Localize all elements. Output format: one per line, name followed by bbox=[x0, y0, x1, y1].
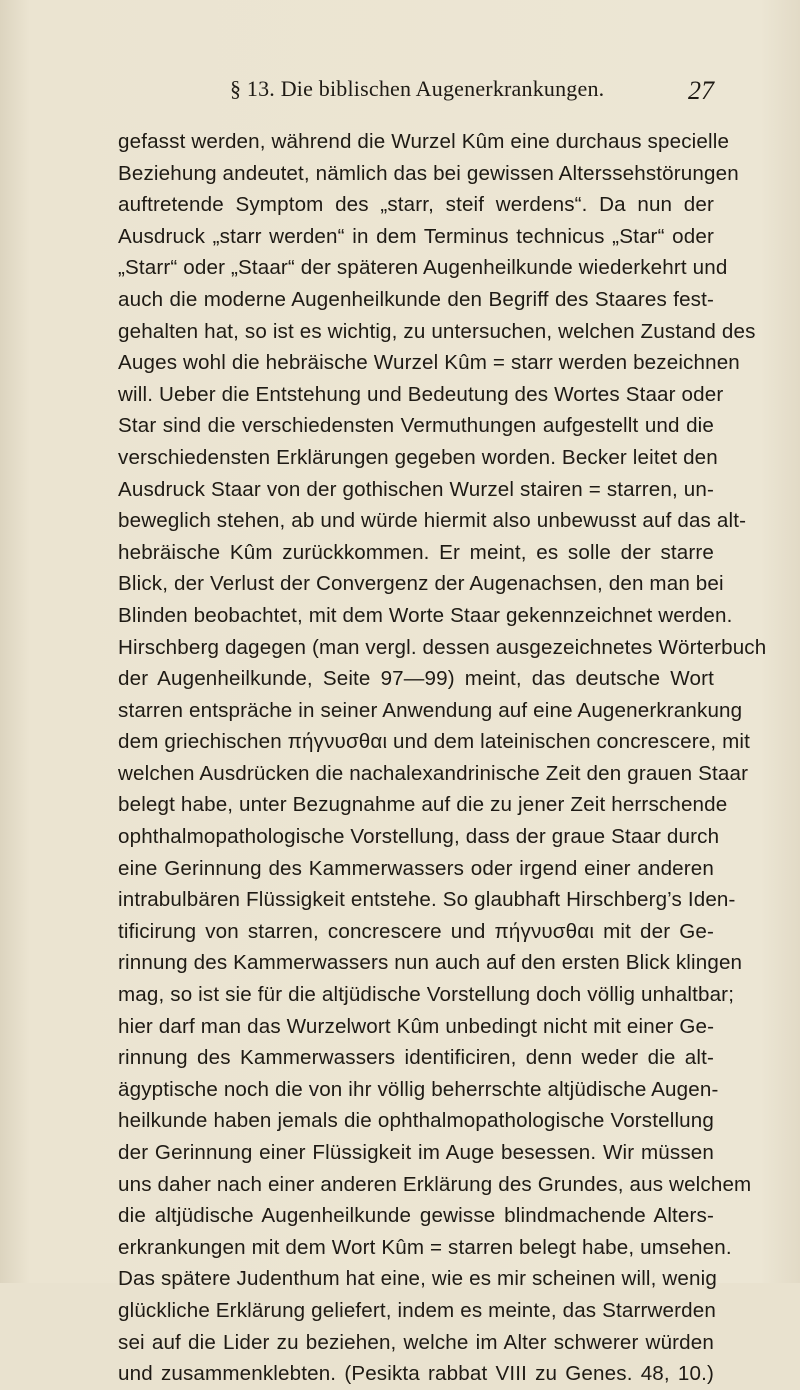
text-line: uns daher nach einer anderen Erklärung des Grundes, aus welchem bbox=[118, 1172, 752, 1196]
text-line: verschiedensten Erklärungen gegeben worden. Becker leitet den bbox=[118, 445, 718, 469]
text-line: mag, so ist sie für die altjüdische Vorstellung doch völlig unhaltbar; bbox=[118, 983, 735, 1007]
text-line: Blick, der Verlust der Convergenz der Augenachsen, den man bei bbox=[118, 572, 724, 596]
text-line: will. Ueber die Entstehung und Bedeutung des Wortes Staar oder bbox=[118, 382, 724, 406]
body-text bbox=[118, 126, 767, 1390]
text-line: heilkunde haben jemals die ophthalmopathologische Vorstellung bbox=[118, 1109, 714, 1133]
text-line: der Gerinnung einer Flüssigkeit im Auge besessen. Wir müssen bbox=[118, 1141, 714, 1164]
text-line: Das spätere Judenthum hat eine, wie es mir scheinen will, wenig bbox=[118, 1267, 717, 1291]
text-line: und zusammenklebten. (Pesikta rabbat VIII zu Genes. 48, 10.) bbox=[118, 1362, 714, 1386]
text-line: hier darf man das Wurzelwort Kûm unbedingt nicht mit einer Ge- bbox=[118, 1014, 715, 1038]
text-line: auftretende Symptom des „starr, steif werdens“. Da nun der bbox=[118, 193, 714, 217]
text-line: der Augenheilkunde, Seite 97—99) meint, das deutsche Wort bbox=[118, 667, 714, 691]
text-line: Blinden beobachtet, mit dem Worte Staar gekennzeichnet werden. bbox=[118, 603, 733, 627]
text-line: glückliche Erklärung geliefert, indem es meinte, das Starrwerden bbox=[118, 1298, 716, 1322]
page-number: 27 bbox=[688, 76, 714, 105]
text-line: erkrankungen mit dem Wort Kûm = starren belegt habe, umsehen. bbox=[118, 1235, 732, 1259]
text-line: „Starr“ oder „Staar“ der späteren Augenheilkunde wiederkehrt und bbox=[118, 256, 728, 280]
text-line: Beziehung andeutet, nämlich das bei gewissen Alterssehstörungen bbox=[118, 161, 739, 185]
text-line: gefasst werden, während die Wurzel Kûm eine durchaus specielle bbox=[118, 130, 730, 153]
text-line: Ausdruck Staar von der gothischen Wurzel stairen = starren, un- bbox=[118, 477, 714, 501]
text-line: Hirschberg dagegen (man vergl. dessen ausgezeichnetes Wörterbuch bbox=[118, 635, 767, 659]
text-line: auch die moderne Augenheilkunde den Begriff des Staares fest- bbox=[118, 287, 714, 311]
section-heading: § 13. Die biblischen Augenerkrankungen. bbox=[230, 76, 605, 101]
text-line: eine Gerinnung des Kammerwassers oder irgend einer anderen bbox=[118, 856, 714, 880]
text-line: hebräische Kûm zurückkommen. Er meint, es solle der starre bbox=[118, 540, 714, 564]
running-head bbox=[118, 76, 714, 112]
text-line: beweglich stehen, ab und würde hiermit also unbewusst auf das alt- bbox=[118, 509, 747, 533]
text-line: gehalten hat, so ist es wichtig, zu untersuchen, welchen Zustand des bbox=[118, 319, 756, 343]
text-line: die altjüdische Augenheilkunde gewisse blindmachende Alters- bbox=[118, 1204, 714, 1228]
text-line: Ausdruck „starr werden“ in dem Terminus technicus „Star“ oder bbox=[118, 224, 714, 248]
text-line: welchen Ausdrücken die nachalexandrinische Zeit den grauen Staar bbox=[118, 761, 749, 785]
text-line: intrabulbären Flüssigkeit entstehe. So glaubhaft Hirschberg’s Iden- bbox=[118, 888, 736, 912]
text-line: Star sind die verschiedensten Vermuthungen aufgestellt und die bbox=[118, 414, 714, 438]
text-line: belegt habe, unter Bezugnahme auf die zu jener Zeit herrschende bbox=[118, 793, 728, 817]
text-line: starren entspräche in seiner Anwendung auf eine Augenerkrankung bbox=[118, 698, 743, 722]
text-line: rinnung des Kammerwassers identificiren, denn weder die alt- bbox=[118, 1046, 714, 1070]
text-line: Auges wohl die hebräische Wurzel Kûm = starr werden bezeichnen bbox=[118, 351, 740, 375]
text-line: rinnung des Kammerwassers nun auch auf den ersten Blick klingen bbox=[118, 951, 743, 975]
text-line: dem griechischen πήγνυσθαι und dem lateinischen concrescere, mit bbox=[118, 730, 751, 754]
text-line: ophthalmopathologische Vorstellung, dass der graue Staar durch bbox=[118, 825, 720, 849]
text-line: sei auf die Lider zu beziehen, welche im Alter schwerer würden bbox=[118, 1330, 714, 1354]
text-line: ägyptische noch die von ihr völlig beherrschte altjüdische Augen- bbox=[118, 1077, 719, 1101]
text-line: tificirung von starren, concrescere und πήγνυσθαι mit der Ge- bbox=[118, 919, 714, 943]
